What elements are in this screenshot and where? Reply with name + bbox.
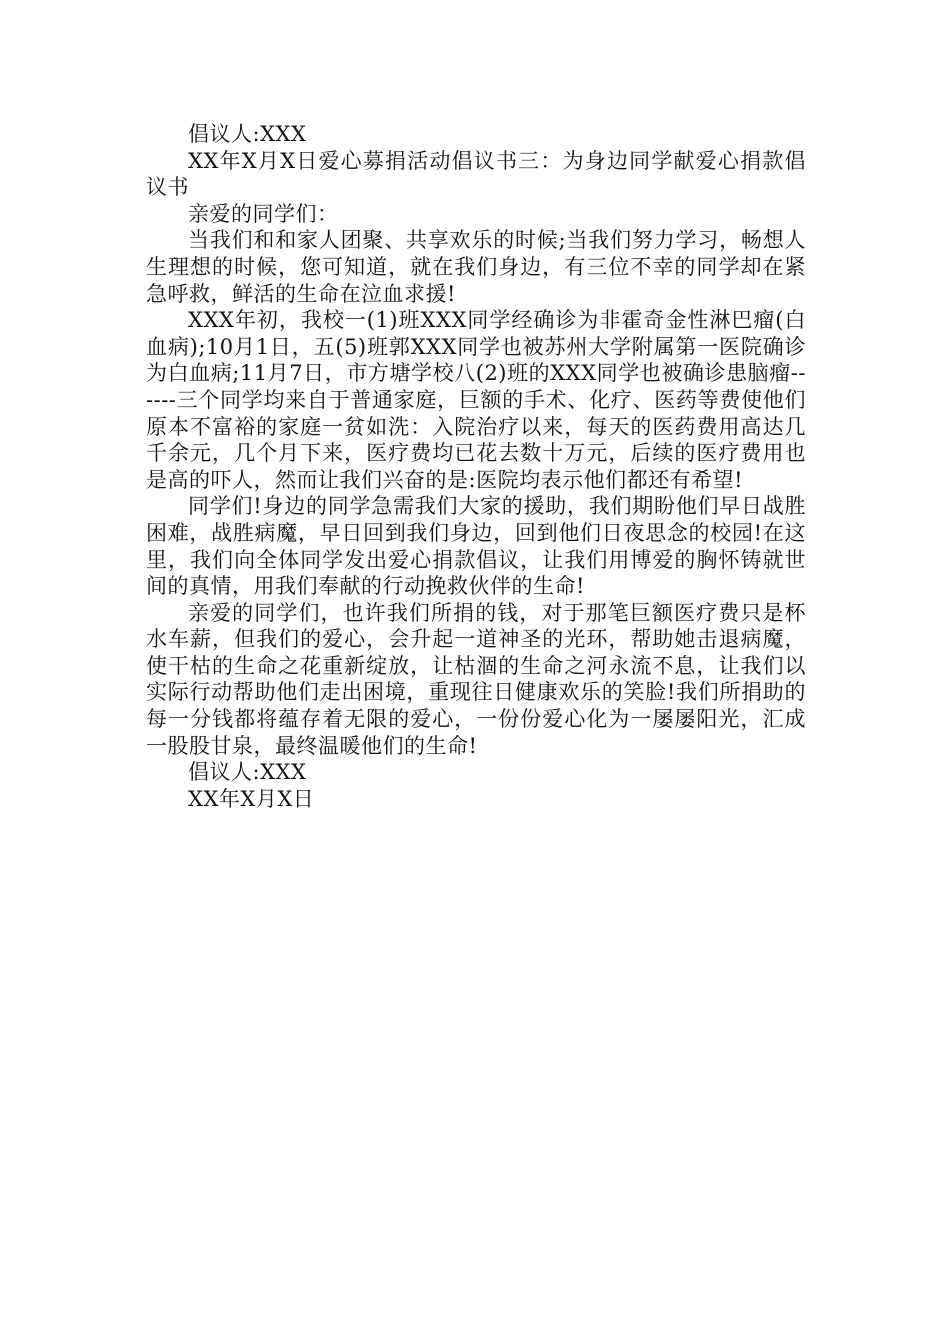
body-paragraph-intro: 当我们和和家人团聚、共享欢乐的时候;当我们努力学习，畅想人生理想的时候，您可知道，就在我们身边，有三位不幸的同学却在紧急呼救，鲜活的生命在泣血求援! bbox=[146, 228, 806, 306]
body-paragraph-cases: XXX年初，我校一(1)班XXX同学经确诊为非霍奇金性淋巴瘤(白血病);10月1日，五(5)班郭XXX同学也被苏州大学附属第一医院确诊为白血病;11月7日，市方塘学校八(2)班的XXX同学也被确诊患脑瘤------三个同学均来自于普通家庭，巨额的手术、化疗、医药等费使他们原本不富裕的家庭一贫如洗：入院治疗以来，每天的医药费用高达几千余元，几个月下来，医疗费均已花去数十万元，后续的医疗费用也是高的吓人，然而让我们兴奋的是:医院均表示他们都还有希望! bbox=[146, 308, 806, 492]
signature-date: XX年X月X日 bbox=[188, 786, 315, 811]
initiator-line-top: 倡议人:XXX bbox=[188, 122, 307, 146]
initiator-signature: 倡议人:XXX bbox=[188, 760, 307, 785]
body-paragraph-appeal: 同学们!身边的同学急需我们大家的援助，我们期盼他们早日战胜困难，战胜病魔，早日回到我们身边，回到他们日夜思念的校园!在这里，我们向全体同学发出爱心捐款倡议，让我们用博爱的胸怀铸就世间的真情，用我们奉献的行动挽救伙伴的生命! bbox=[146, 494, 806, 599]
body-paragraph-closing: 亲爱的同学们，也许我们所捐的钱，对于那笔巨额医疗费只是杯水车薪，但我们的爱心，会升起一道神圣的光环，帮助她击退病魔，使干枯的生命之花重新绽放，让枯涸的生命之河永流不息，让我们以实际行动帮助他们走出困境，重现往日健康欢乐的笑脸!我们所捐助的每一分钱都将蕴存着无限的爱心，一份份爱心化为一屡屡阳光，汇成一股股甘泉，最终温暖他们的生命! bbox=[146, 600, 806, 758]
document-title: XX年X月X日爱心募捐活动倡议书三：为身边同学献爱心捐款倡议书 bbox=[146, 148, 806, 200]
salutation: 亲爱的同学们： bbox=[188, 201, 339, 226]
document-body bbox=[146, 121, 806, 812]
